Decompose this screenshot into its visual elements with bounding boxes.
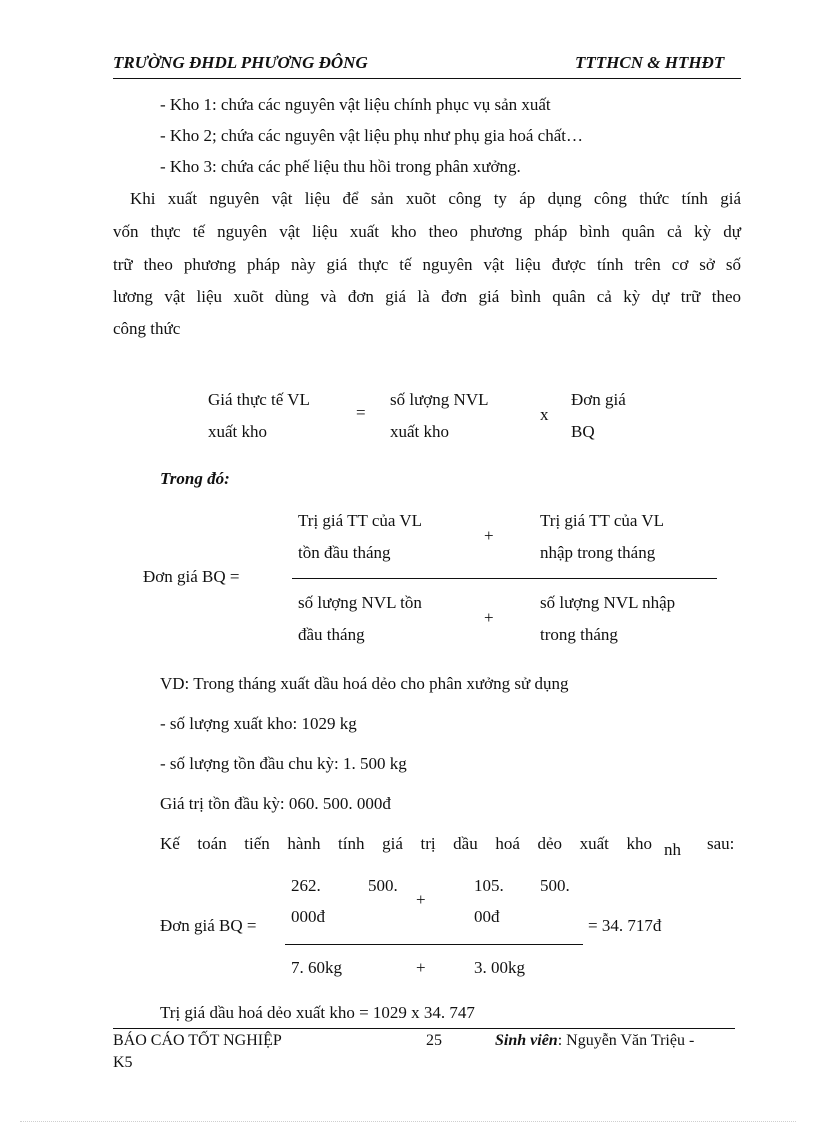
footer-student-label: Sinh viên [495,1032,558,1049]
example-line-1: - số lượng xuất kho: 1029 kg [160,714,357,733]
paragraph-line-2: vốn thực tế nguyên vật liệu xuất kho theo phương pháp bình quân cả kỳ dự [113,222,741,241]
formula1-times: x [540,405,549,424]
formula3-num-a2: 500. [368,876,398,895]
formula3-num-a1: 262. [291,876,321,895]
example-ketoan-line: Kế toán tiến hành tính giá trị dầu hoá dẻo xuất kho [160,834,652,853]
formula3-num-b2: 500. [540,876,570,895]
paragraph-line-3: trữ theo phương pháp này giá thực tế nguyên vật liệu được tính trên cơ sở số [113,255,741,274]
formula3-num-plus: + [416,890,426,909]
formula3-den-plus: + [416,958,426,977]
page-bottom-dotted-border [20,1121,796,1122]
paragraph-line-5: công thức [113,319,181,338]
bullet-kho-1: - Kho 1: chứa các nguyên vật liệu chính phục vụ sản xuất [160,95,551,114]
example-intro: VD: Trong tháng xuất dầu hoá dẻo cho phân xưởng sử dụng [160,674,569,693]
formula2-num-b-line1: Trị giá TT của VL [540,511,665,530]
paragraph-line-1: Khi xuất nguyên vật liệu để sản xuõt công ty áp dụng công thức tính giá [130,189,741,208]
formula2-den-a-line2: đầu tháng [298,625,365,644]
formula1-left-line1: Giá thực tế VL [208,390,310,409]
formula3-fraction-bar [285,944,583,945]
result-line: Trị giá dầu hoá dẻo xuất kho = 1029 x 34. 747 [160,1003,475,1022]
header-department: TTTHCN & HTHĐT [575,53,725,72]
footer-class-code: K5 [113,1054,133,1071]
footer-page-number: 25 [426,1032,442,1049]
formula2-den-b-line1: số lượng NVL nhập [540,593,676,612]
formula3-result: = 34. 717đ [588,916,662,935]
example-line-3: Giá trị tồn đầu kỳ: 060. 500. 000đ [160,794,391,813]
footer-student [495,1032,694,1050]
formula2-num-plus: + [484,526,494,545]
footer-student-name: : Nguyễn Văn Triệu - [557,1032,695,1049]
formula1-mid-line1: số lượng NVL [390,390,489,409]
formula2-num-a-line2: tồn đầu tháng [298,543,391,562]
bullet-kho-2: - Kho 2; chứa các nguyên vật liệu phụ như phụ gia hoá chất… [160,126,583,145]
formula2-lhs: Đơn giá BQ = [143,567,240,586]
footer-rule [113,1028,735,1029]
formula2-den-b-line2: trong tháng [540,625,618,644]
formula3-lhs: Đơn giá BQ = [160,916,257,935]
formula3-num-b1: 105. [474,876,504,895]
trong-do-heading: Trong đó: [160,469,230,488]
footer-report-title: BÁO CÁO TỐT NGHIỆP [113,1032,282,1049]
formula2-num-b-line2: nhập trong tháng [540,543,656,562]
bullet-kho-3: - Kho 3: chứa các phế liệu thu hồi trong phân xưởng. [160,157,521,176]
formula1-left-line2: xuất kho [208,422,268,441]
example-ketoan-end: sau: [707,834,735,853]
formula1-right-line1: Đơn giá [571,390,626,409]
example-line-2: - số lượng tồn đầu chu kỳ: 1. 500 kg [160,754,407,773]
formula1-equals: = [356,403,366,422]
example-ketoan-nh: nh [664,840,681,859]
formula2-den-plus: + [484,608,494,627]
paragraph-line-4: lương vật liệu xuõt dùng và đơn giá là đơn giá bình quân cả kỳ dự trữ theo [113,287,741,306]
header-school-name: TRƯỜNG ĐHDL PHƯƠNG ĐÔNG [113,53,368,72]
header-rule [113,78,741,79]
formula2-num-a-line1: Trị giá TT của VL [298,511,423,530]
formula1-right-line2: BQ [571,422,595,441]
formula3-den-b: 3. 00kg [474,958,525,977]
formula3-num-a3: 000đ [291,907,325,926]
formula2-fraction-bar [292,578,717,579]
formula2-den-a-line1: số lượng NVL tồn [298,593,422,612]
formula3-num-b3: 00đ [474,907,500,926]
formula3-den-a: 7. 60kg [291,958,342,977]
formula1-mid-line2: xuất kho [390,422,450,441]
